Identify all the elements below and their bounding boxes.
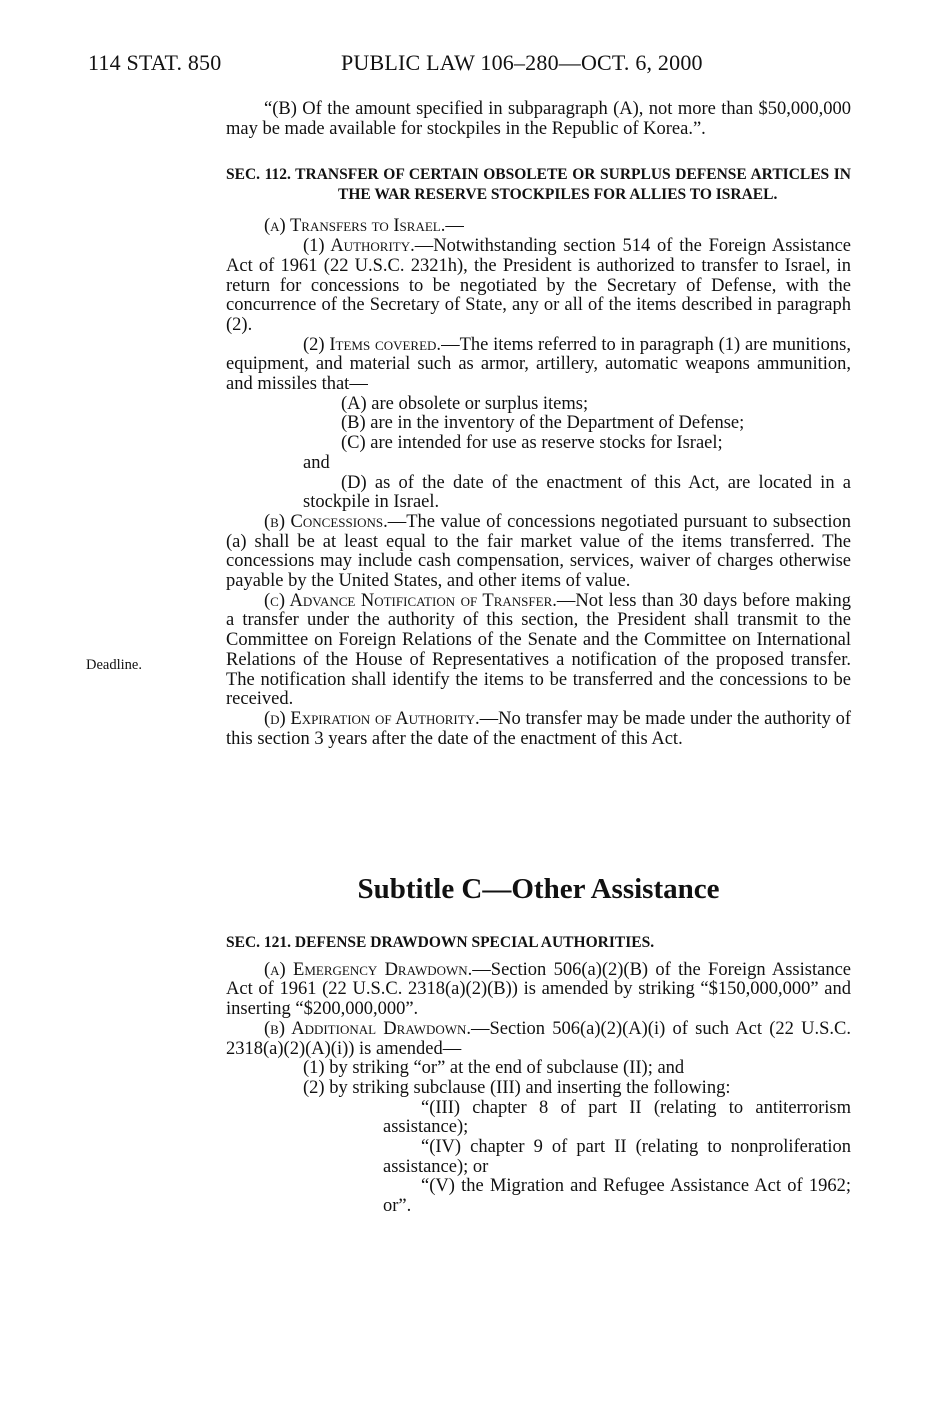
section-121-a-text: —Section 506(a)(2)(B) of the Foreign Assistance Act of 1961 (22 U.S.C. 2318(a)(2)(B)) is amended by striking “$150,000,000” and inserting “$200,000,000”. — [226, 959, 851, 1020]
section-121-subsection-b — [226, 1020, 851, 1059]
paragraph-a1 — [226, 237, 851, 336]
section-121-subsection-a — [226, 961, 851, 1020]
subsection-c-label: (c) Advance Notification of Transfer. — [264, 590, 557, 611]
section-121-b2: (2) by striking subclause (III) and inserting the following: — [303, 1077, 731, 1098]
item-a2-C: (C) are intended for use as reserve stocks for Israel; — [341, 433, 723, 454]
subsection-b-text: —The value of concessions negotiated pursuant to subsection (a) shall be at least equal to the fair market value of the items transferred. The concessions may include cash compensation, services, waiver of charges otherwise payable by the United States, and other items of value. — [226, 511, 851, 592]
subsection-a-heading: (a) Transfers to Israel.— — [264, 216, 464, 237]
subsection-d-text: —No transfer may be made under the authority of this section 3 years after the date of the enactment of this Act. — [226, 708, 851, 749]
section-121-body — [226, 933, 851, 1217]
subclause-v: “(V) the Migration and Refugee Assistance Act of 1962; or”. — [383, 1176, 851, 1217]
section-121-a-label: (a) Emergency Drawdown. — [264, 959, 473, 980]
subsection-c-text: —Not less than 30 days before making a transfer under the authority of this section, the President shall transmit to the Committee on Foreign Relations of the Senate and the Committee on International Relations of the House of Representatives a notification of the proposed transfer. The notification shall identify the items to be transferred and the concessions to be received. — [226, 590, 851, 710]
section-112-heading: SEC. 112. TRANSFER OF CERTAIN OBSOLETE OR SURPLUS DEFENSE ARTICLES IN THE WAR RESERVE STOCKPILES FOR ALLIES TO ISRAEL. — [226, 166, 851, 204]
paragraph-a1-label: (1) Authority. — [303, 236, 415, 257]
paragraph-a2-label: (2) Items covered. — [303, 334, 442, 355]
section-121-b-label: (b) Additional Drawdown. — [264, 1018, 472, 1039]
subsection-d — [226, 710, 851, 749]
subsection-b-label: (b) Concessions. — [264, 511, 388, 532]
subsection-b — [226, 513, 851, 592]
item-a2-C-and: and — [303, 452, 330, 473]
section-112-body — [226, 100, 851, 749]
section-121-b-text: —Section 506(a)(2)(A)(i) of such Act (22 U.S.C. 2318(a)(2)(A)(i)) is amended— — [226, 1018, 851, 1059]
subsection-d-label: (d) Expiration of Authority. — [264, 708, 480, 729]
section-121-b1: (1) by striking “or” at the end of subclause (II); and — [303, 1058, 685, 1079]
subsection-c — [226, 592, 851, 710]
public-law-reference: PUBLIC LAW 106–280—OCT. 6, 2000 — [341, 50, 703, 75]
quoted-subparagraph-b: “(B) Of the amount specified in subparagraph (A), not more than $50,000,000 may be made available for stockpiles in the Republic of Korea.”. — [226, 99, 851, 139]
subtitle-heading: Subtitle C—Other Assistance — [357, 873, 720, 905]
paragraph-a2-text: —The items referred to in paragraph (1) are munitions, equipment, and material such as armor, artillery, automatic weapons ammunition, and missiles that— — [226, 334, 851, 395]
item-a2-A: (A) are obsolete or surplus items; — [341, 393, 589, 414]
statute-reference: 114 STAT. 850 — [88, 50, 222, 75]
paragraph-a1-text: —Notwithstanding section 514 of the Foreign Assistance Act of 1961 (22 U.S.C. 2321h), the President is authorized to transfer to Israel, in return for concessions to be negotiated by the Secretary of Defense, with the concurrence of the Secretary of State, any or all of the items described in paragraph (2). — [226, 236, 851, 335]
subclause-iv: “(IV) chapter 9 of part II (relating to nonproliferation assistance); or — [383, 1137, 851, 1177]
item-a2-D: (D) as of the date of the enactment of this Act, are located in a stockpile in Israel. — [303, 472, 851, 513]
margin-note: Deadline. — [86, 657, 142, 673]
subclause-iii: “(III) chapter 8 of part II (relating to antiterrorism assistance); — [383, 1097, 851, 1138]
section-121-heading: SEC. 121. DEFENSE DRAWDOWN SPECIAL AUTHORITIES. — [226, 934, 655, 951]
item-a2-B: (B) are in the inventory of the Department of Defense; — [341, 413, 745, 434]
paragraph-a2 — [226, 336, 851, 395]
